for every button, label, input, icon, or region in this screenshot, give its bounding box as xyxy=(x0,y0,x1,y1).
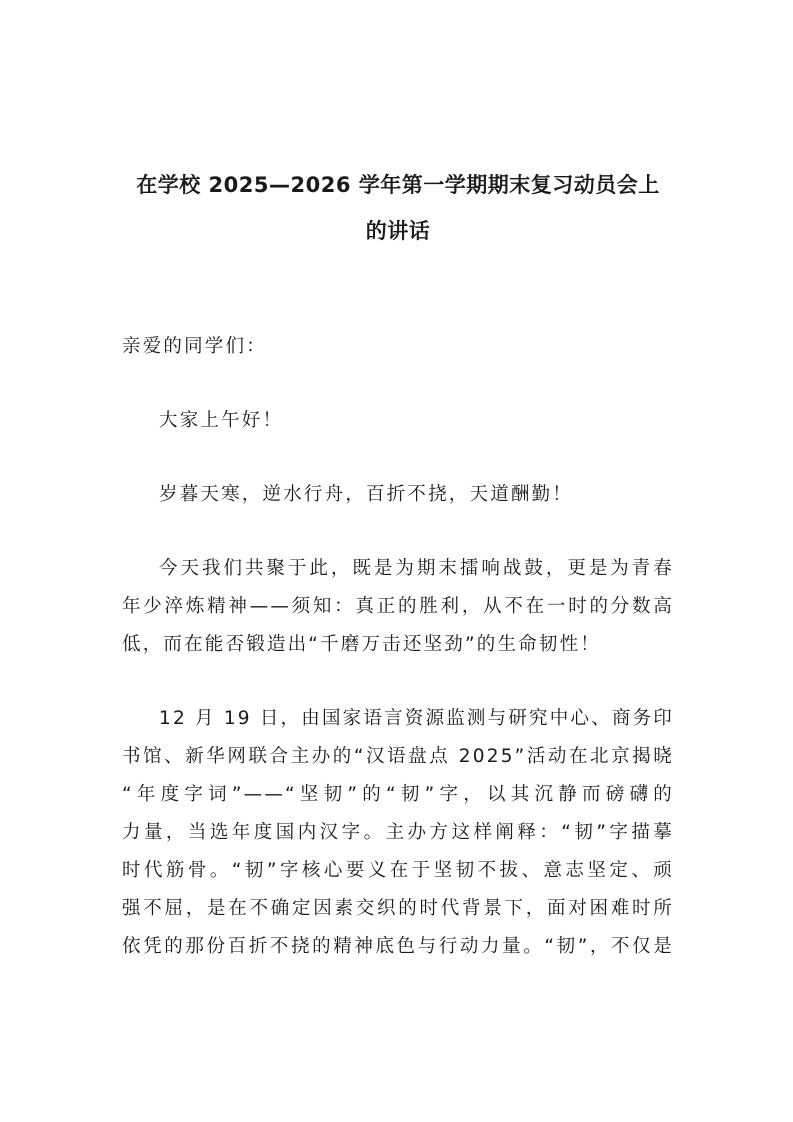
paragraph-2-line: 时代筋骨。“韧”字核心要义在于坚韧不拔、意志坚定、顽 xyxy=(122,860,674,881)
title-line-2: 的讲话 xyxy=(365,219,431,243)
paragraph-1-line: 低，而在能否锻造出“千磨万击还坚劲”的生命韧性！ xyxy=(122,634,601,655)
document-body xyxy=(122,328,674,1002)
paragraph-2-line: 依凭的那份百折不挠的精神底色与行动力量。“韧”，不仅是 xyxy=(122,936,674,957)
paragraph-1-line: 今天我们共聚于此，既是为期末擂响战鼓，更是为青春 xyxy=(159,558,674,579)
salutation: 亲爱的同学们： xyxy=(122,336,267,357)
paragraph-2-line: 12 月 19 日，由国家语言资源监测与研究中心、商务印 xyxy=(159,708,674,729)
paragraph-1 xyxy=(122,550,674,664)
paragraph-2 xyxy=(122,700,674,966)
motto-paragraph: 岁暮天寒，逆水行舟，百折不挠，天道酬勤！ xyxy=(159,484,574,505)
paragraph-2-line: “年度字词”——“坚韧”的“韧”字，以其沉静而磅礴的 xyxy=(122,784,674,805)
paragraph-2-line: 书馆、新华网联合主办的“汉语盘点 2025”活动在北京揭晓 xyxy=(122,746,674,767)
title-line-1: 在学校 2025—2026 学年第一学期期末复习动员会上 xyxy=(136,173,660,197)
paragraph-2-line: 强不屈，是在不确定因素交织的时代背景下，面对困难时所 xyxy=(122,898,674,919)
paragraph-2-line: 力量，当选年度国内汉字。主办方这样阐释：“韧”字描摹 xyxy=(122,822,674,843)
paragraph-1-line: 年少淬炼精神——须知：真正的胜利，从不在一时的分数高 xyxy=(122,596,674,617)
document-title xyxy=(122,162,674,254)
greeting-paragraph: 大家上午好！ xyxy=(159,410,284,431)
